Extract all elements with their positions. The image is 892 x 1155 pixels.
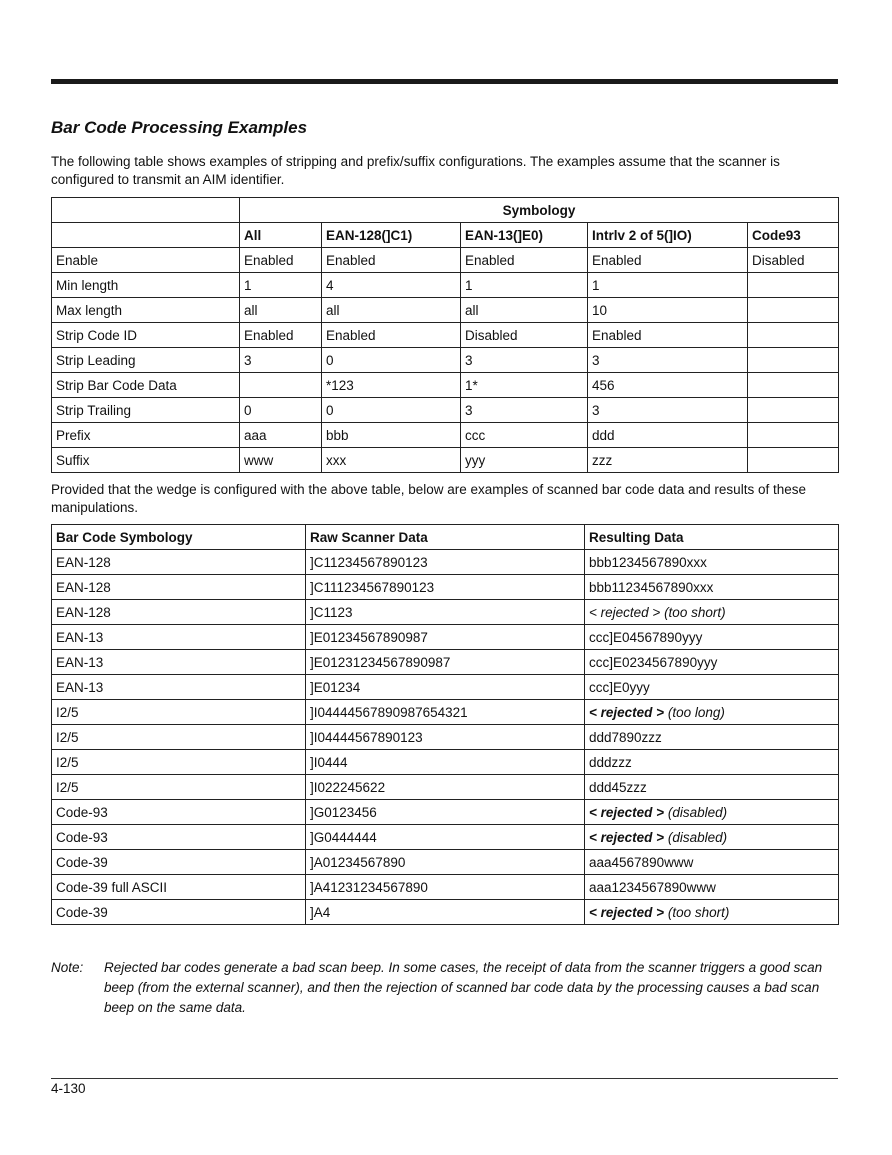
result-symbology-cell: Code-39 (52, 900, 306, 925)
config-cell: 0 (322, 348, 461, 373)
config-cell: 1* (461, 373, 588, 398)
config-cell: Enabled (588, 248, 748, 273)
results-col-header: Bar Code Symbology (52, 525, 306, 550)
config-cell: Enabled (240, 323, 322, 348)
config-cell (748, 298, 839, 323)
result-raw-cell: ]C11234567890123 (306, 550, 585, 575)
config-row (52, 298, 839, 323)
config-cell: Enabled (322, 248, 461, 273)
result-output-cell (585, 700, 839, 725)
config-cell: 10 (588, 298, 748, 323)
config-row (52, 373, 839, 398)
config-row-label: Suffix (52, 448, 240, 473)
result-symbology-cell: EAN-13 (52, 625, 306, 650)
result-row (52, 675, 839, 700)
config-cell: Enabled (240, 248, 322, 273)
config-cell (748, 348, 839, 373)
rejected-label: < rejected > (589, 829, 665, 845)
config-row-label: Strip Code ID (52, 323, 240, 348)
config-row (52, 248, 839, 273)
config-cell: ddd (588, 423, 748, 448)
result-row (52, 650, 839, 675)
top-rule (51, 79, 838, 84)
config-cell: Enabled (322, 323, 461, 348)
result-row (52, 600, 839, 625)
config-row (52, 398, 839, 423)
result-symbology-cell: I2/5 (52, 775, 306, 800)
result-row (52, 725, 839, 750)
results-col-header: Raw Scanner Data (306, 525, 585, 550)
config-cell: bbb (322, 423, 461, 448)
config-row-label: Strip Bar Code Data (52, 373, 240, 398)
symbology-config-table (51, 197, 839, 473)
config-row (52, 323, 839, 348)
result-symbology-cell: EAN-13 (52, 650, 306, 675)
result-output-cell: aaa4567890www (585, 850, 839, 875)
result-raw-cell: ]G0444444 (306, 825, 585, 850)
result-symbology-cell: EAN-128 (52, 600, 306, 625)
config-row-label: Strip Trailing (52, 398, 240, 423)
result-row (52, 625, 839, 650)
result-raw-cell: ]C1123 (306, 600, 585, 625)
result-symbology-cell: I2/5 (52, 700, 306, 725)
config-col-header: EAN-128(]C1) (322, 223, 461, 248)
result-row (52, 900, 839, 925)
result-row (52, 825, 839, 850)
result-raw-cell: ]G0123456 (306, 800, 585, 825)
rejected-reason: (disabled) (667, 829, 728, 845)
result-output-cell: dddzzz (585, 750, 839, 775)
note-text: Rejected bar codes generate a bad scan beep. In some cases, the receipt of data from the scanner triggers a good scan beep (from the external scanner), and then the rejection of scanned bar code data by the processing causes a bad scan beep on the same data. (104, 960, 823, 1015)
config-cell: Enabled (461, 248, 588, 273)
config-col-header: Intrlv 2 of 5(]IO) (588, 223, 748, 248)
results-col-header: Resulting Data (585, 525, 839, 550)
page-number: 4-130 (51, 1081, 86, 1096)
result-output-cell: ddd45zzz (585, 775, 839, 800)
result-row (52, 700, 839, 725)
config-cell: 456 (588, 373, 748, 398)
config-cell: 0 (322, 398, 461, 423)
result-symbology-cell: I2/5 (52, 725, 306, 750)
rejected-label: < rejected > (589, 904, 665, 920)
result-raw-cell: ]A01234567890 (306, 850, 585, 875)
config-cell (748, 323, 839, 348)
config-row-label: Strip Leading (52, 348, 240, 373)
result-symbology-cell: EAN-128 (52, 575, 306, 600)
result-raw-cell: ]I0444 (306, 750, 585, 775)
section-title: Bar Code Processing Examples (51, 118, 308, 137)
rejected-reason: (too short) (667, 904, 730, 920)
result-output-cell: ccc]E04567890yyy (585, 625, 839, 650)
symbology-group-header: Symbology (240, 198, 839, 223)
result-output-cell: ccc]E0yyy (585, 675, 839, 700)
config-cell: ccc (461, 423, 588, 448)
config-cell (748, 373, 839, 398)
result-row (52, 575, 839, 600)
result-raw-cell: ]C111234567890123 (306, 575, 585, 600)
config-corner-cell (52, 198, 240, 223)
config-cell: *123 (322, 373, 461, 398)
config-cell (748, 273, 839, 298)
result-raw-cell: ]A41231234567890 (306, 875, 585, 900)
config-cell: 3 (240, 348, 322, 373)
result-symbology-cell: Code-93 (52, 800, 306, 825)
config-cell (748, 423, 839, 448)
result-raw-cell: ]E01234 (306, 675, 585, 700)
result-output-cell: ddd7890zzz (585, 725, 839, 750)
rejected-reason: (too short) (664, 604, 726, 620)
result-symbology-cell: Code-39 full ASCII (52, 875, 306, 900)
results-header-row (52, 525, 839, 550)
rejected-label: < rejected > (589, 604, 661, 620)
result-output-cell: bbb1234567890xxx (585, 550, 839, 575)
config-cell: aaa (240, 423, 322, 448)
result-raw-cell: ]E01234567890987 (306, 625, 585, 650)
result-output-cell (585, 800, 839, 825)
intro-paragraph: The following table shows examples of stripping and prefix/suffix configurations. The examples assume that the scanner is configured to transmit an AIM identifier. (51, 154, 780, 187)
rejected-label: < rejected > (589, 704, 665, 720)
bottom-rule (51, 1078, 838, 1079)
config-cell: 3 (588, 398, 748, 423)
result-symbology-cell: EAN-13 (52, 675, 306, 700)
config-row-label: Min length (52, 273, 240, 298)
result-symbology-cell: Code-93 (52, 825, 306, 850)
result-raw-cell: ]A4 (306, 900, 585, 925)
config-cell: www (240, 448, 322, 473)
config-row (52, 273, 839, 298)
config-cell: all (461, 298, 588, 323)
config-col-header: All (240, 223, 322, 248)
results-intro-paragraph: Provided that the wedge is configured with the above table, below are examples of scanned bar code data and results of these manipulations. (51, 482, 806, 515)
config-label-header (52, 223, 240, 248)
result-output-cell: ccc]E0234567890yyy (585, 650, 839, 675)
config-cell: 1 (461, 273, 588, 298)
rejected-reason: (too long) (667, 704, 725, 720)
config-row (52, 423, 839, 448)
config-cell: all (240, 298, 322, 323)
config-cell: 4 (322, 273, 461, 298)
result-raw-cell: ]E01231234567890987 (306, 650, 585, 675)
result-output-cell: aaa1234567890www (585, 875, 839, 900)
note-label: Note: (51, 960, 84, 975)
config-cell: 3 (461, 398, 588, 423)
result-symbology-cell: EAN-128 (52, 550, 306, 575)
config-cell (748, 398, 839, 423)
result-row (52, 550, 839, 575)
config-cell: 1 (240, 273, 322, 298)
config-column-header-row (52, 223, 839, 248)
config-cell: Disabled (461, 323, 588, 348)
result-raw-cell: ]I04444567890987654321 (306, 700, 585, 725)
result-row (52, 875, 839, 900)
result-row (52, 750, 839, 775)
config-col-header: EAN-13(]E0) (461, 223, 588, 248)
config-row (52, 448, 839, 473)
rejected-reason: (disabled) (667, 804, 728, 820)
result-row (52, 775, 839, 800)
result-row (52, 800, 839, 825)
result-raw-cell: ]I04444567890123 (306, 725, 585, 750)
config-row (52, 348, 839, 373)
config-row-label: Prefix (52, 423, 240, 448)
result-output-cell (585, 825, 839, 850)
config-cell: xxx (322, 448, 461, 473)
config-cell: yyy (461, 448, 588, 473)
result-output-cell (585, 600, 839, 625)
config-cell: all (322, 298, 461, 323)
rejected-label: < rejected > (589, 804, 665, 820)
config-group-header-row (52, 198, 839, 223)
config-cell: Disabled (748, 248, 839, 273)
config-cell: 3 (461, 348, 588, 373)
result-row (52, 850, 839, 875)
config-cell: 0 (240, 398, 322, 423)
config-col-header: Code93 (748, 223, 839, 248)
config-cell: 1 (588, 273, 748, 298)
config-cell (240, 373, 322, 398)
config-cell: 3 (588, 348, 748, 373)
config-cell: zzz (588, 448, 748, 473)
config-row-label: Max length (52, 298, 240, 323)
result-raw-cell: ]I022245622 (306, 775, 585, 800)
config-cell: Enabled (588, 323, 748, 348)
result-output-cell: bbb11234567890xxx (585, 575, 839, 600)
result-symbology-cell: I2/5 (52, 750, 306, 775)
scan-results-table (51, 524, 839, 925)
result-symbology-cell: Code-39 (52, 850, 306, 875)
config-row-label: Enable (52, 248, 240, 273)
note-block (51, 958, 838, 1018)
result-output-cell (585, 900, 839, 925)
config-cell (748, 448, 839, 473)
